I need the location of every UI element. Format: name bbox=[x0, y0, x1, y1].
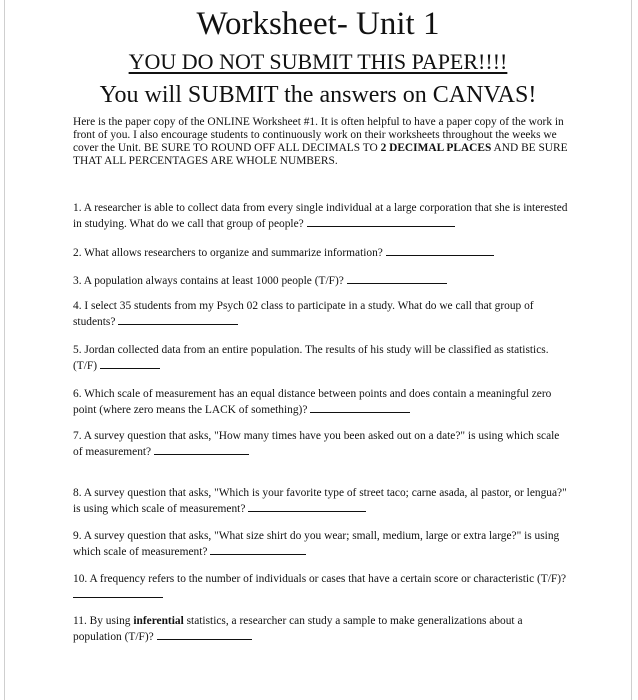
answer-blank-3[interactable] bbox=[347, 273, 447, 284]
question-8 bbox=[73, 487, 573, 516]
question-4-text: 4. I select 35 students from my Psych 02 class to participate in a study. What do we call that group of students? bbox=[73, 300, 534, 328]
answer-blank-1[interactable] bbox=[307, 216, 455, 227]
answer-blank-9[interactable] bbox=[210, 544, 306, 555]
question-7 bbox=[73, 430, 573, 459]
question-9 bbox=[73, 530, 573, 559]
intro-text-2: AND BE SURE THAT ALL PERCENTAGES ARE WHOLE NUMBERS. bbox=[73, 142, 568, 167]
question-1 bbox=[73, 202, 573, 231]
worksheet-page bbox=[4, 0, 632, 700]
intro-decimal-places: 2 DECIMAL PLACES bbox=[380, 142, 492, 154]
question-2-text: 2. What allows researchers to organize and summarize information? bbox=[73, 247, 383, 259]
worksheet-title: Worksheet- Unit 1 bbox=[196, 6, 440, 42]
answer-blank-6[interactable] bbox=[310, 402, 410, 413]
question-3-text: 3. A population always contains at least 1000 people (T/F)? bbox=[73, 275, 344, 287]
question-3 bbox=[73, 273, 573, 289]
question-10 bbox=[73, 573, 573, 602]
answer-blank-4[interactable] bbox=[118, 314, 238, 325]
question-11-text-pre: 11. By using bbox=[73, 615, 134, 627]
question-5-text: 5. Jordan collected data from an entire population. The results of his study will be classified as statistics. (T/F) bbox=[73, 344, 549, 372]
question-8-text: 8. A survey question that asks, "Which is your favorite type of street taco; carne asada, al pastor, or lengua?" is using which scale of measurement? bbox=[73, 487, 567, 515]
question-4 bbox=[73, 300, 573, 329]
submit-canvas-notice: You will SUBMIT the answers on CANVAS! bbox=[99, 82, 537, 108]
question-5 bbox=[73, 344, 573, 373]
question-10-text: 10. A frequency refers to the number of individuals or cases that have a certain score or characteristic (T/F)? bbox=[73, 573, 567, 585]
question-1-text: 1. A researcher is able to collect data from every single individual at a large corporation that she is interested in studying. What do we call that group of people? bbox=[73, 202, 568, 230]
question-2 bbox=[73, 245, 573, 261]
answer-blank-11[interactable] bbox=[157, 629, 252, 640]
question-7-text-b: of measurement? bbox=[73, 445, 152, 458]
no-submit-notice: YOU DO NOT SUBMIT THIS PAPER!!!! bbox=[128, 49, 508, 74]
question-11-inferential: inferential bbox=[133, 615, 184, 627]
answer-blank-2[interactable] bbox=[386, 245, 494, 256]
answer-blank-7[interactable] bbox=[154, 444, 249, 455]
intro-paragraph bbox=[73, 116, 573, 168]
answer-blank-10[interactable] bbox=[73, 587, 163, 598]
question-6 bbox=[73, 388, 573, 417]
intro-text-1: Here is the paper copy of the ONLINE Worksheet #1. It is often helpful to have a paper copy of the work in front of you. I also encourage students to continuously work on their worksheets throughout the weeks we cover the Unit. BE SURE TO ROUND OFF ALL DECIMALS TO bbox=[73, 116, 564, 154]
question-6-text: 6. Which scale of measurement has an equal distance between points and does contain a meaningful zero point (where zero means the LACK of something)? bbox=[73, 388, 552, 416]
answer-blank-8[interactable] bbox=[248, 501, 366, 512]
question-9-text: 9. A survey question that asks, "What size shirt do you wear; small, medium, large or extra large?" is using which scale of measurement? bbox=[73, 530, 560, 558]
answer-blank-5[interactable] bbox=[100, 358, 160, 369]
question-11 bbox=[73, 615, 573, 644]
question-7-text-a: 7. A survey question that asks, "How many times have you been asked out on a date?" is using which scale bbox=[73, 430, 560, 442]
question-11-text-post: statistics, a researcher can study a sample to make generalizations about a population (T/F)? bbox=[73, 615, 523, 643]
